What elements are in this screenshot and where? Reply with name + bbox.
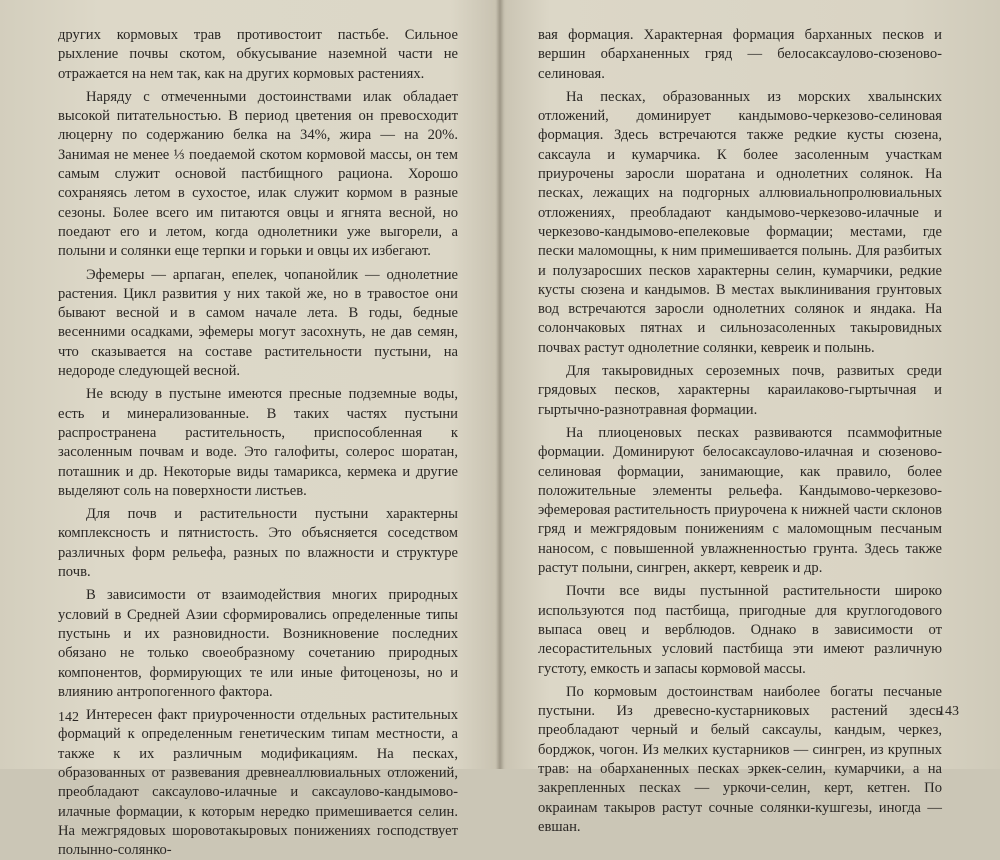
left-page (58, 26, 458, 860)
paragraph: Для почв и растительности пустыни характерны комплексность и пятнистость. Это объясняется соседством различных форм рельефа, разных по влажности и структуре почв. (58, 506, 458, 581)
paragraph: Почти все виды пустынной растительности широко используются под пастбища, пригодные для круглогодового выпаса овец и верблюдов. Однако в зависимости от лесорастительных условий пастбища эти имеют различную густоту, емкость и запасы кормовой массы. (538, 583, 942, 677)
page-number: 143 (938, 704, 959, 719)
paragraph: В зависимости от взаимодействия многих природных условий в Средней Азии сформировались определенные типы пустынь и их разновидности. Возникновение последних обязано не только своеобразному сочетанию природных компонентов, формирующих те или иные фитоценозы, но и влиянию антропогенного фактора. (58, 587, 458, 700)
paragraph: На песках, образованных из морских хвалынских отложений, доминирует кандымово-черкезово-селиновая формация. Здесь встречаются также редкие кусты сюзена, саксаула и кумарчика. К более засоленным участкам приурочены заросли шоратана и однолетних солянок. На песках, лежащих на подгорных аллювиальнопролювиальных отложениях, преобладают кандымово-черкезово-илачные и черкезово-кандымово-епелековые формации; местами, где пески маломощны, к ним примешивается полынь. Для разбитых и полузаросших песков характерны селин, кумарчики, редкие кусты сюзена и кандымов. В местах выклинивания грунтовых вод встречаются заросли однолетних солянок и яндака. На солончаковых пятнах и сильнозасоленных такыровидных почвах растут однолетние солянки, кевреик и полынь. (538, 88, 942, 356)
paragraph: Интересен факт приуроченности отдельных растительных формаций к определенным генетическим типам местности, а также к их различным модификациям. На песках, образованных от развевания древнеаллювиальных отложений, преобладают саксаулово-илачные и саксаулово-кандымово-илачные формации, к которым нередко примешивается селин. На межгрядовых шоровотакыровых понижениях господствует полынно-солянко- (58, 707, 458, 859)
book-gutter (496, 0, 504, 769)
paragraph: На плиоценовых песках развиваются псаммофитные формации. Доминируют белосаксаулово-илачная и сюзеново-селиновая формации, занимающие, как правило, более положительные элементы рельефа. Кандымово-черкезово-эфемеровая растительность приурочена к нижней части склонов гряд и межгрядовым понижениям с маломощным песчаным наносом, с повышенной увлажненностью грунта. Здесь также растут полыни, сингрен, аккерт, кевреик и др. (538, 424, 942, 577)
paragraph: Для такыровидных сероземных почв, развитых среди грядовых песков, характерны караилаково-гыртычная и гыртычно-разнотравная формации. (538, 363, 942, 418)
paragraph: По кормовым достоинствам наиболее богаты песчаные пустыни. Из древесно-кустарниковых растений здесь преобладают черный и белый саксаулы, кандым, черкез, борджок, чогон. Из мелких кустарников — сингрен, из крупных трав: на обарханенных песках эркек-селин, кумарчики, а на закрепленных песках — уркочи-селин, керт, кетген. По окраинам такыров растут сочные солянки-кушгезы, иногда — евшан. (538, 683, 942, 835)
paragraph: Не всюду в пустыне имеются пресные подземные воды, есть и минерализованные. В таких частях пустыни распространена растительность, приспособленная к засоленным почвам и воде. Это галофиты, солерос шоратан, поташник и др. Некоторые виды тамарикса, кермека и другие выделяют соль на поверхности листьев. (58, 386, 458, 499)
paragraph: других кормовых трав противостоит пастьбе. Сильное рыхление почвы скотом, обкусывание наземной части не отражается на нем так, как на других кормовых растениях. (58, 27, 458, 82)
paragraph: Наряду с отмеченными достоинствами илак обладает высокой питательностью. В период цветения он превосходит люцерну по содержанию белка на 34%, жира — на 20%. Занимая не менее ⅓ поедаемой скотом кормовой массы, он тем самым служит основой пастбищного рациона. Хорошо сохраняясь летом в сухостое, илак служит кормом в разные сезоны. Более всего им питаются овцы и ягнята весной, но поедают его и летом, когда однолетники уже выгорели, а полыни и солянки еще терпки и горьки и овцы их избегают. (58, 88, 458, 260)
right-page (538, 26, 942, 837)
paragraph: Эфемеры — арпаган, епелек, чопанойлик — однолетние растения. Цикл развития у них такой же, но в травостое они бывают весной и в самом начале лета. В годы, бедные весенними осадками, эфемеры могут засохнуть, не дав семян, что сказывается на составе растительности пустыни, на недороде следующей весной. (58, 266, 458, 380)
paragraph: вая формация. Характерная формация барханных песков и вершин обарханенных гряд — белосаксаулово-сюзеново-селиновая. (538, 27, 942, 82)
page-number: 142 (58, 710, 79, 725)
